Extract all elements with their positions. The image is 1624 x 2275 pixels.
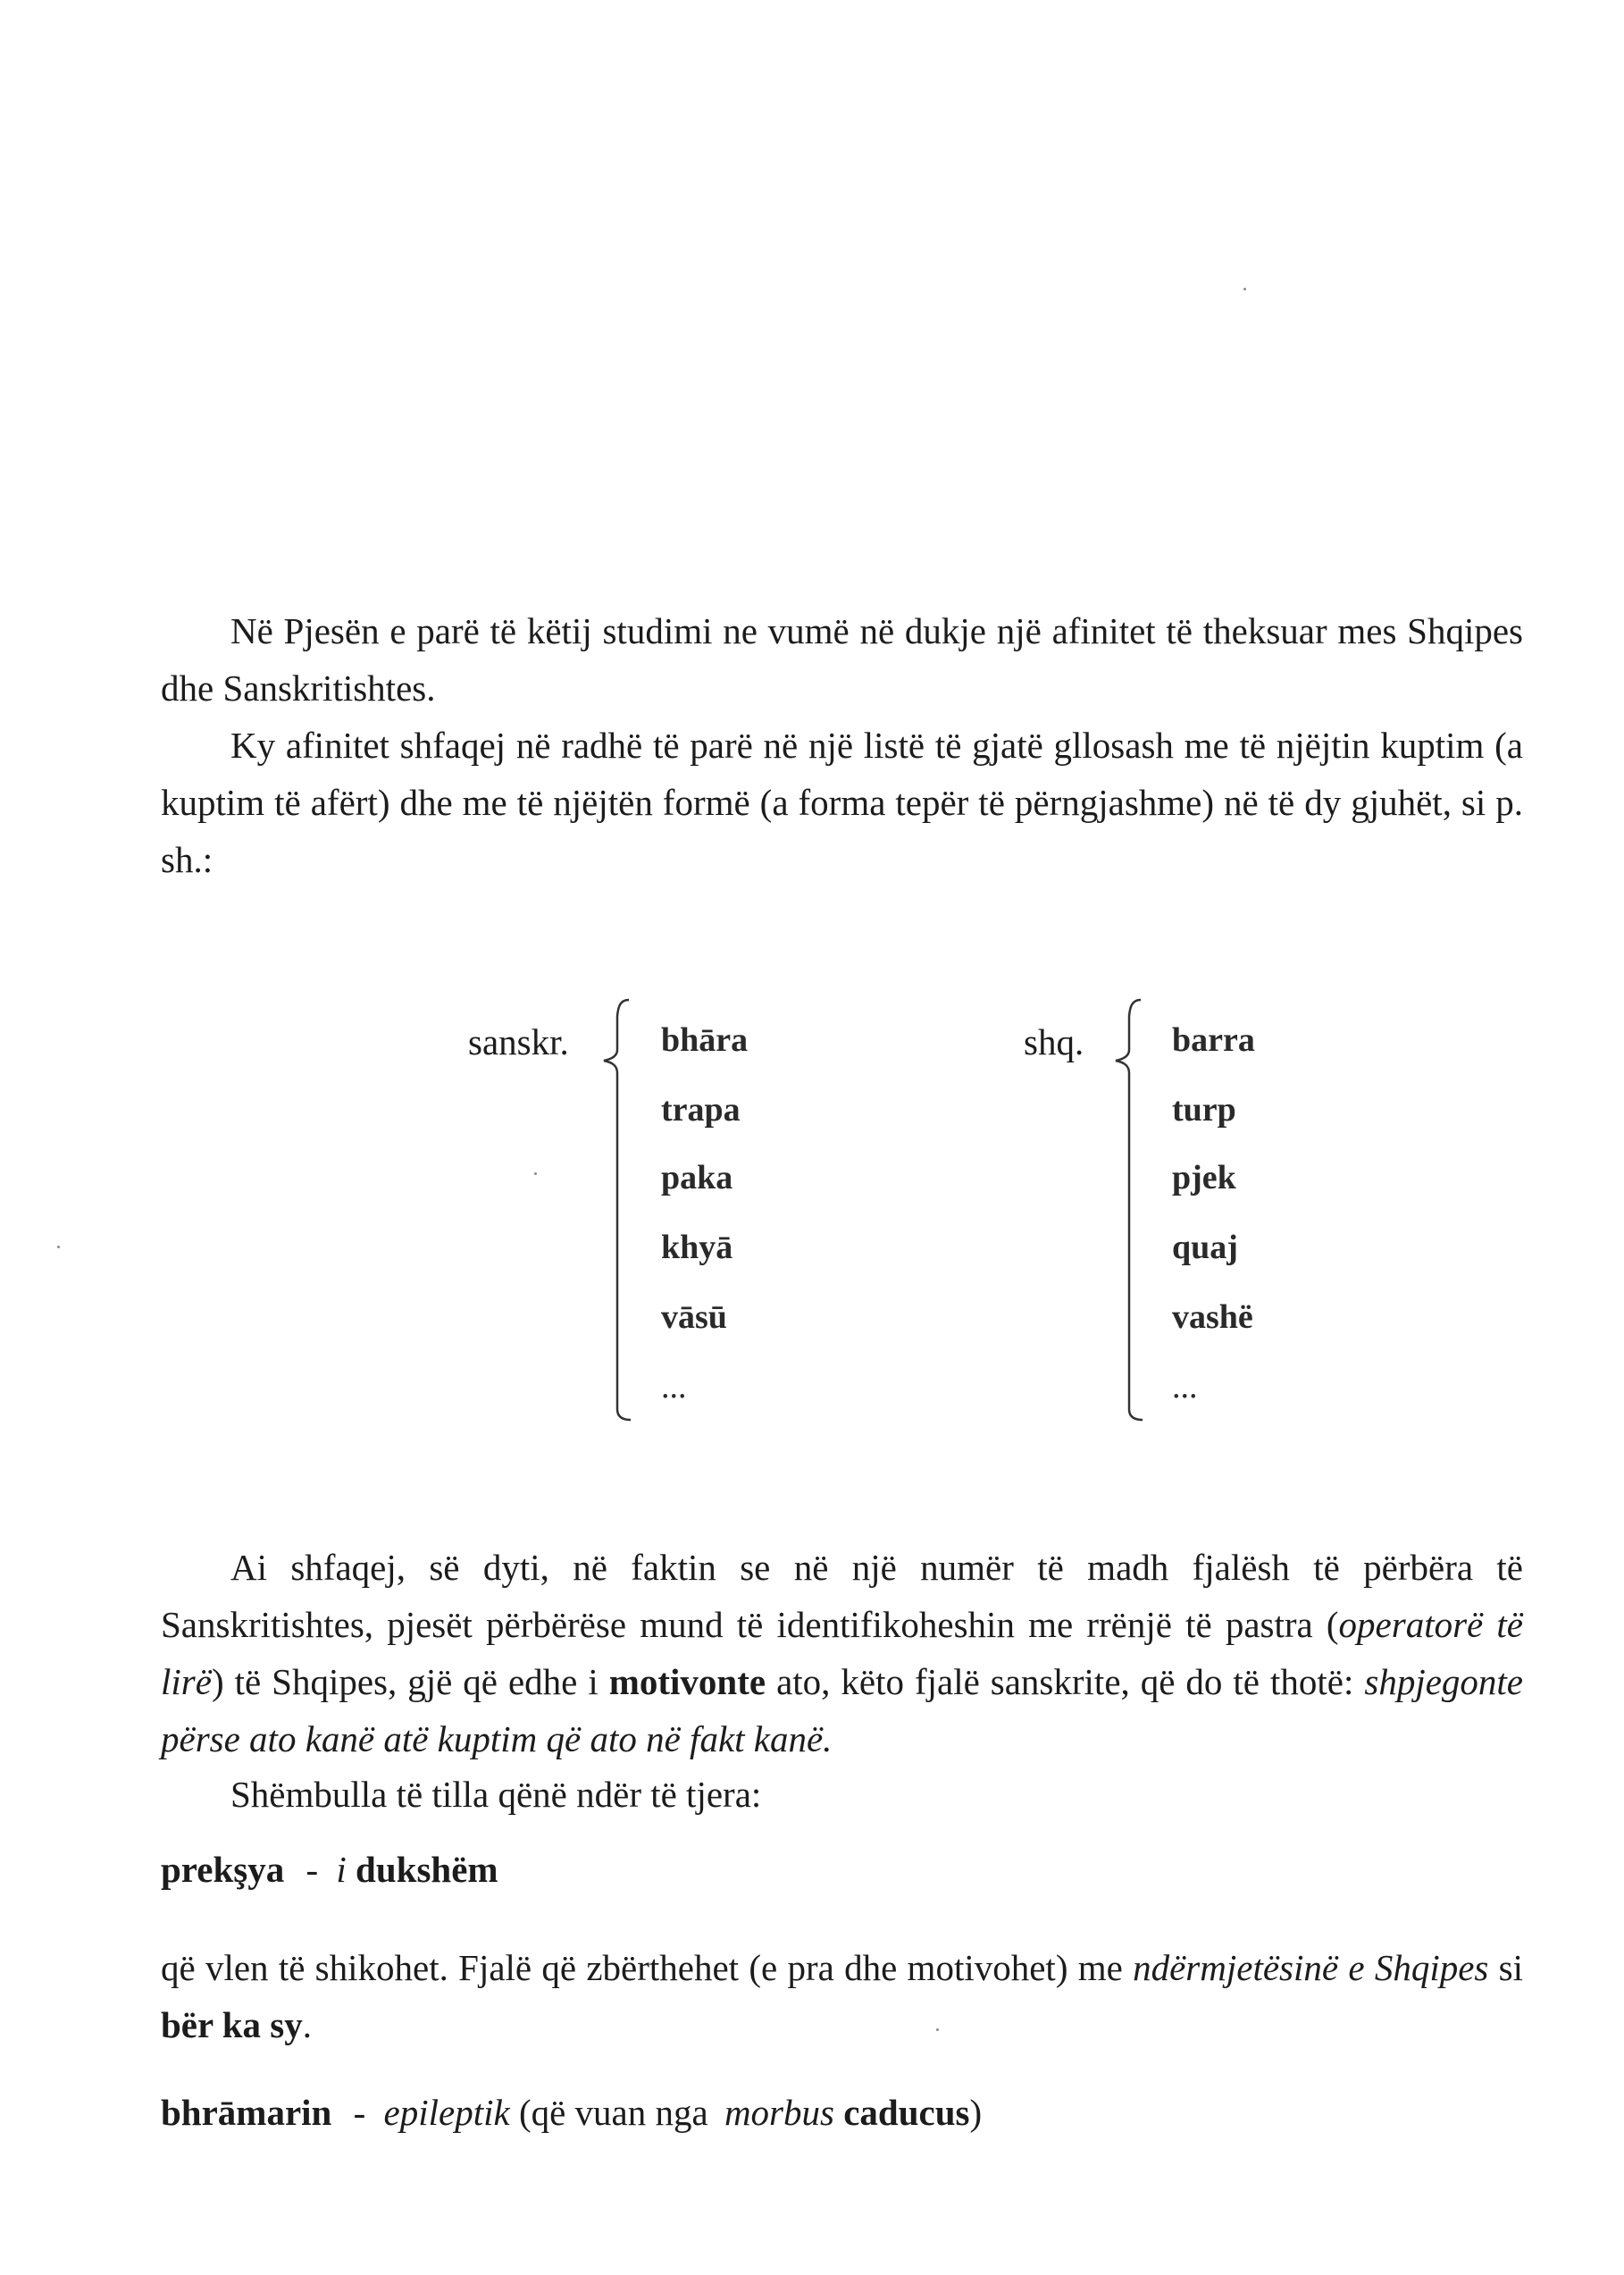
scan-speck bbox=[1243, 288, 1246, 290]
scan-speck bbox=[534, 1172, 537, 1175]
scan-speck bbox=[57, 1246, 60, 1248]
example-headword: prekşya bbox=[161, 1849, 285, 1890]
example-dash: - bbox=[353, 2092, 366, 2133]
paragraph-examples-intro bbox=[161, 1766, 1523, 1823]
text-run-italic: operatorë të lirë bbox=[161, 1604, 1523, 1702]
paragraph-affinity-text: Ky afinitet shfaqej në radhë të parë në një listë të gjatë gllosash me të njëjtin kuptim (a kuptim të afërt) dhe me të njëjtën formë (a forma tepër të përngjashme) në të dy gjuhët, si p. sh.: bbox=[161, 725, 1523, 880]
text-run-italic: ndërmjetësinë e Shqipes bbox=[1133, 1947, 1489, 1988]
text-run-italic: shpjegonte përse ato kanë atë kuptim që ato në fakt kanë. bbox=[161, 1661, 1523, 1759]
albanian-brace bbox=[1110, 996, 1146, 1425]
albanian-word: quaj bbox=[1172, 1229, 1238, 1266]
text-run-italic: morbus bbox=[724, 2092, 834, 2133]
albanian-word: vashë bbox=[1172, 1298, 1253, 1336]
sanskrit-word: vāsū bbox=[661, 1298, 727, 1336]
text-run: (që vuan nga bbox=[509, 2092, 717, 2133]
sanskrit-word: bhāra bbox=[661, 1021, 749, 1059]
example-meaning: epileptik bbox=[383, 2092, 510, 2133]
text-run: që vlen të shikohet. Fjalë që zbërthehet (e pra dhe motivohet) me bbox=[161, 1947, 1134, 1988]
text-run: si bbox=[1488, 1947, 1523, 1988]
sanskrit-word: trapa bbox=[661, 1091, 741, 1129]
text-run-bold: caducus bbox=[843, 2092, 970, 2133]
sanskrit-brace bbox=[599, 996, 634, 1425]
albanian-ellipsis: ... bbox=[1172, 1368, 1198, 1406]
scan-speck bbox=[936, 2028, 939, 2031]
example-meaning-article: i bbox=[336, 1849, 347, 1890]
sanskrit-word: paka bbox=[661, 1159, 733, 1196]
example-entry-1 bbox=[161, 1848, 498, 1891]
albanian-word: turp bbox=[1172, 1091, 1236, 1129]
text-run-bold: motivonte bbox=[608, 1661, 766, 1702]
text-run-bold: bër ka sy bbox=[161, 2004, 303, 2045]
paragraph-intro-text: Në Pjesën e parë të këtij studimi ne vumë në dukje një afinitet të theksuar mes Shqipes dhe Sanskritishtes. bbox=[161, 610, 1523, 709]
albanian-word: barra bbox=[1172, 1021, 1255, 1059]
text-run: Ai shfaqej, së dyti, në faktin se në një numër të madh fjalësh të përbëra të Sanskritishtes, pjesët përbërëse mund të identifikoheshin me rrënjë të pastra ( bbox=[161, 1547, 1523, 1645]
sanskrit-ellipsis: ... bbox=[661, 1368, 687, 1406]
albanian-label: shq. bbox=[1024, 1021, 1084, 1062]
example-entry-2 bbox=[161, 2091, 982, 2134]
paragraph-examples-intro-text: Shëmbulla të tilla qënë ndër të tjera: bbox=[230, 1774, 762, 1815]
paragraph-compounds bbox=[161, 1539, 1523, 1767]
text-run: ) të Shqipes, gjë që edhe i bbox=[211, 1661, 609, 1702]
sanskrit-label: sanskr. bbox=[468, 1021, 569, 1062]
paragraph-example-1-explanation bbox=[161, 1939, 1523, 2053]
example-meaning: dukshëm bbox=[356, 1849, 498, 1890]
paragraph-affinity bbox=[161, 717, 1523, 888]
example-headword: bhrāmarin bbox=[161, 2092, 332, 2133]
sanskrit-word: khyā bbox=[661, 1229, 733, 1266]
text-run: . bbox=[302, 2004, 312, 2045]
text-run: ato, këto fjalë sanskrite, që do të thotë: bbox=[766, 1661, 1365, 1702]
example-dash: - bbox=[306, 1849, 319, 1890]
text-run: ) bbox=[969, 2092, 983, 2133]
paragraph-intro bbox=[161, 602, 1523, 717]
albanian-word: pjek bbox=[1172, 1159, 1236, 1196]
